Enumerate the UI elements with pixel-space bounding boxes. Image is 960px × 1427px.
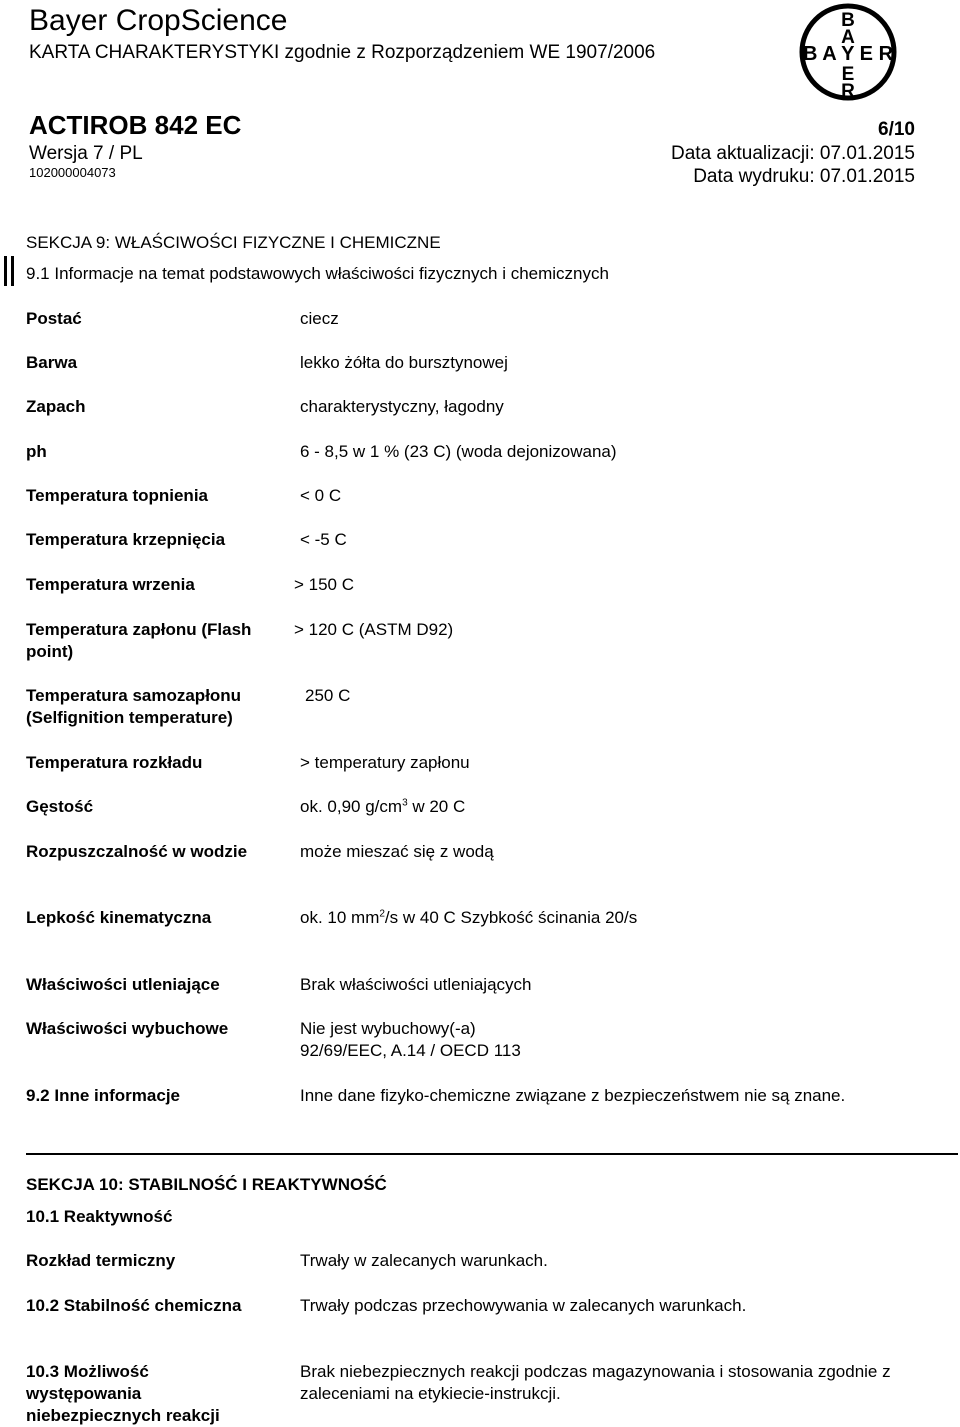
value-hazardous-reactions: Brak niebezpiecznych reakcji podczas magazynowania i stosowania zgodnie z zaleceniami na etykiecie-instrukcji. [300,1362,891,1403]
value-water-solubility: może mieszać się z wodą [300,842,494,861]
brand-name: Bayer CropScience [29,4,288,37]
value-other-info: Inne dane fizyko-chemiczne związane z bezpieczeństwem nie są znane. [300,1086,846,1105]
label-explosive: Właściwości wybuchowe [26,1019,229,1038]
viscosity-value-suffix: /s w 40 C Szybkość ścinania 20/s [384,908,638,927]
density-unit-superscript: 3 [402,797,408,809]
value-thermal-decomposition: Trwały w zalecanych warunkach. [300,1251,548,1270]
value-postac: ciecz [300,309,339,328]
value-zapach: charakterystyczny, łagodny [300,397,504,416]
bayer-cross-logo [798,2,898,102]
label-flash-point: Temperatura zapłonu (Flash point) [26,620,252,661]
section-divider [26,1153,958,1155]
value-melting-point: < 0 C [300,486,342,505]
label-autoignition: Temperatura samozapłonu (Selfignition temperature) [26,686,242,727]
density-value-suffix: w 20 C [407,797,466,816]
version: Wersja 7 / PL [29,143,143,164]
document-subtitle: KARTA CHARAKTERYSTYKI zgodnie z Rozporządzeniem WE 1907/2006 [29,42,656,63]
product-name: ACTIROB 842 EC [29,110,242,140]
label-zapach: Zapach [26,397,86,416]
label-chemical-stability: 10.2 Stabilność chemiczna [26,1296,242,1315]
section-10-title: SEKCJA 10: STABILNOŚĆ I REAKTYWNOŚĆ [26,1175,387,1194]
label-other-info: 9.2 Inne informacje [26,1086,180,1105]
label-boiling-point: Temperatura wrzenia [26,575,195,594]
label-oxidizing: Właściwości utleniające [26,975,220,994]
value-barwa: lekko żółta do bursztynowej [300,353,508,372]
label-density: Gęstość [26,797,94,816]
label-barwa: Barwa [26,353,78,372]
logo-word-bayer: B A Y E R [802,43,894,65]
label-freezing-point: Temperatura krzepnięcia [26,530,226,549]
value-chemical-stability: Trwały podczas przechowywania w zalecanych warunkach. [300,1296,747,1315]
label-viscosity: Lepkość kinematyczna [26,908,212,927]
value-boiling-point: > 150 C [294,575,355,594]
product-code: 102000004073 [29,165,116,180]
explosive-value-line-2: 92/69/EEC, A.14 / OECD 113 [300,1041,521,1060]
section-9-title: SEKCJA 9: WŁAŚCIWOŚCI FIZYCZNE I CHEMICZNE [26,233,441,252]
value-flash-point: > 120 C (ASTM D92) [294,620,454,639]
value-freezing-point: < -5 C [300,530,347,549]
density-value-text: ok. 0,90 g/cm [300,797,403,816]
viscosity-unit-superscript: 2 [379,908,385,920]
value-ph: 6 - 8,5 w 1 % (23 C) (woda dejonizowana) [300,442,617,461]
viscosity-value-text: ok. 10 mm [300,908,380,927]
change-bar [11,256,14,286]
update-date: Data aktualizacji: 07.01.2015 [671,143,915,164]
logo-letter-e: E [841,64,855,85]
logo-letter-b: B [841,10,855,31]
label-melting-point: Temperatura topnienia [26,486,208,505]
section-9-1-title: 9.1 Informacje na temat podstawowych właściwości fizycznych i chemicznych [26,264,609,283]
value-oxidizing: Brak właściwości utleniających [300,975,532,994]
logo-letter-r: R [841,81,855,102]
value-autoignition: 250 C [305,686,351,705]
value-density [300,796,900,818]
explosive-value-line-1: Nie jest wybuchowy(-a) [300,1019,476,1038]
value-explosive [300,1018,900,1062]
label-thermal-decomposition: Rozkład termiczny [26,1251,176,1270]
value-viscosity [300,907,900,929]
label-water-solubility: Rozpuszczalność w wodzie [26,842,248,861]
section-10-1-title: 10.1 Reaktywność [26,1207,173,1226]
logo-letter-a: A [841,27,855,48]
label-decomposition: Temperatura rozkładu [26,753,203,772]
label-ph: ph [26,442,47,461]
print-date: Data wydruku: 07.01.2015 [693,166,915,187]
change-bar [4,256,7,286]
page-number: 6/10 [878,119,915,140]
label-postac: Postać [26,309,82,328]
value-decomposition: > temperatury zapłonu [300,753,470,772]
label-hazardous-reactions: 10.3 Możliwość występowania niebezpiecznych reakcji [26,1362,220,1425]
